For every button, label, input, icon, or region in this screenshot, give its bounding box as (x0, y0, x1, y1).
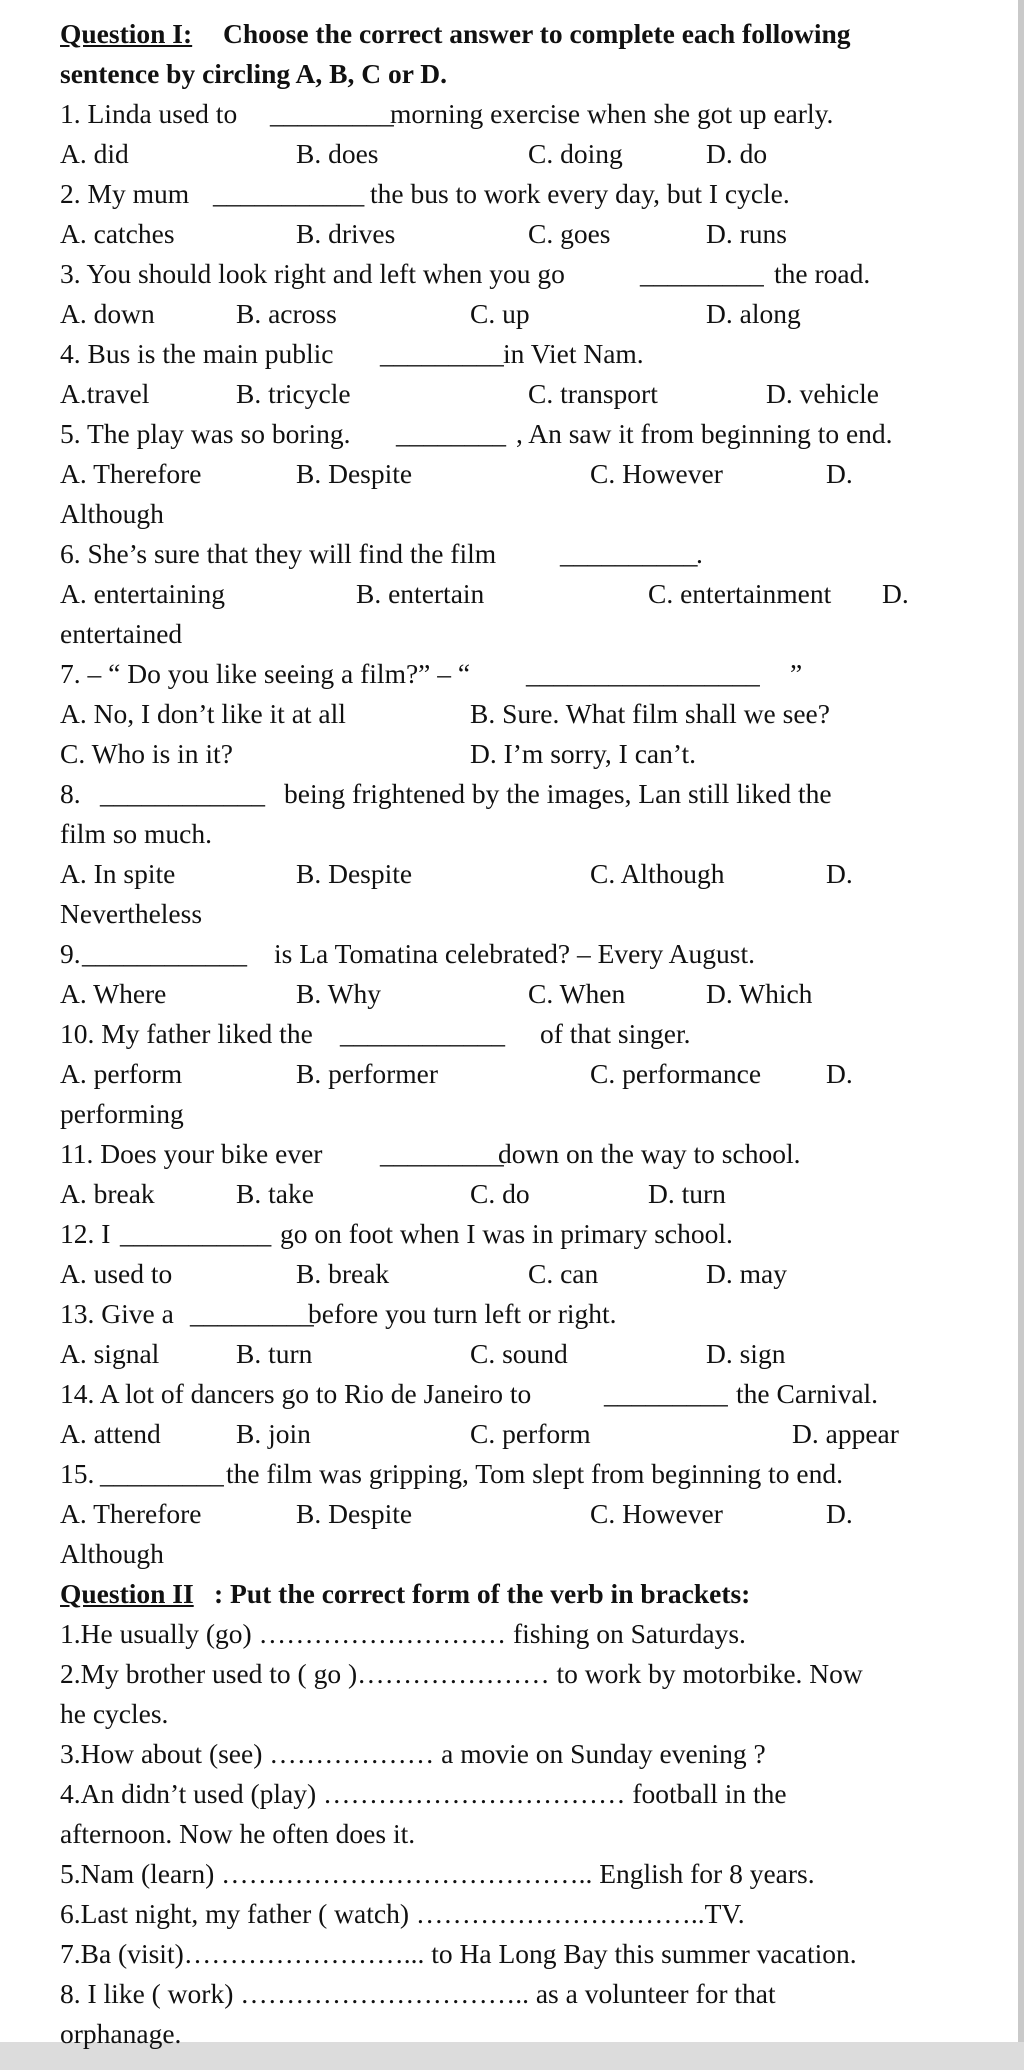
question-text: , An saw it from beginning to end. (516, 418, 893, 449)
option-c[interactable]: C. However (590, 1498, 723, 1529)
question-13 (60, 1294, 984, 1334)
option-a[interactable]: A. perform (60, 1058, 183, 1089)
option-b[interactable]: B. break (296, 1258, 390, 1289)
option-c[interactable]: C. doing (528, 138, 623, 169)
option-c[interactable]: C. However (590, 458, 723, 489)
question-7 (60, 654, 984, 694)
option-a[interactable]: A. Therefore (60, 458, 202, 489)
answer-blank[interactable]: _________ (640, 258, 764, 289)
q1-heading-line2 (60, 54, 984, 94)
verb-item-4 (60, 1774, 984, 1814)
option-b[interactable]: B. Why (296, 978, 382, 1009)
option-a[interactable]: A. did (60, 138, 129, 169)
option-c[interactable]: C. Although (590, 858, 725, 889)
answer-blank[interactable]: _________ (380, 338, 504, 369)
option-d-text[interactable]: Nevertheless (60, 898, 203, 929)
option-d[interactable]: D. along (706, 298, 801, 329)
verb-item-4-cont (60, 1814, 984, 1854)
question-15 (60, 1454, 984, 1494)
options-15 (60, 1494, 984, 1534)
option-d[interactable]: D. (826, 858, 853, 889)
question-text: 1. Linda used to (60, 98, 238, 129)
question-3 (60, 254, 984, 294)
verb-question-text: afternoon. Now he often does it. (60, 1818, 416, 1849)
option-d[interactable]: D. runs (706, 218, 787, 249)
option-d[interactable]: D. may (706, 1258, 787, 1289)
option-d-text[interactable]: Although (60, 1538, 164, 1569)
question-text: is La Tomatina celebrated? – Every August. (274, 938, 755, 969)
option-a[interactable]: A. In spite (60, 858, 176, 889)
option-b[interactable]: B. take (236, 1178, 314, 1209)
question-text: the road. (774, 258, 871, 289)
question-5 (60, 414, 984, 454)
verb-question-text: he cycles. (60, 1698, 169, 1729)
options-2 (60, 214, 984, 254)
option-a[interactable]: A. Where (60, 978, 167, 1009)
question-text: 3. You should look right and left when you go (60, 258, 565, 289)
option-d[interactable]: D. sign (706, 1338, 786, 1369)
option-d[interactable]: D. do (706, 138, 768, 169)
question-10 (60, 1014, 984, 1054)
options-9 (60, 974, 984, 1014)
answer-blank[interactable]: ____________ (82, 938, 247, 969)
verb-item-8 (60, 1974, 984, 2014)
options-12 (60, 1254, 984, 1294)
option-c[interactable]: C. can (528, 1258, 599, 1289)
option-d[interactable]: D. Which (706, 978, 813, 1009)
option-d-text[interactable]: entertained (60, 618, 183, 649)
question-text: down on the way to school. (498, 1138, 801, 1169)
question-text: the bus to work every day, but I cycle. (370, 178, 790, 209)
options-6 (60, 574, 984, 614)
option-a[interactable]: A. entertaining (60, 578, 225, 609)
option-d[interactable]: D. (826, 1058, 853, 1089)
option-c[interactable]: C. performance (590, 1058, 762, 1089)
option-a[interactable]: A. Therefore (60, 1498, 202, 1529)
verb-item-2 (60, 1654, 984, 1694)
option-c[interactable]: C. When (528, 978, 626, 1009)
verb-item-7 (60, 1934, 984, 1974)
option-c[interactable]: C. perform (470, 1418, 591, 1449)
verb-item-3 (60, 1734, 984, 1774)
q1-label: Question I: (60, 18, 193, 49)
options-15-cont (60, 1534, 984, 1574)
answer-blank[interactable]: __________ (560, 538, 698, 569)
option-d[interactable]: D. appear (792, 1418, 899, 1449)
q1-instruction: Choose the correct answer to complete each following (223, 18, 851, 49)
verb-question-text: orphanage. (60, 2018, 182, 2049)
answer-blank[interactable]: _________ (100, 1458, 224, 1489)
verb-question-text[interactable]: 8. I like ( work) ………………………….. as a volunteer for that (60, 1978, 776, 2009)
option-d[interactable]: D. I’m sorry, I can’t. (470, 738, 697, 769)
question-14 (60, 1374, 984, 1414)
question-text: 8. (60, 778, 81, 809)
question-text: 4. Bus is the main public (60, 338, 334, 369)
question-text: the Carnival. (736, 1378, 879, 1409)
question-text: 2. My mum (60, 178, 190, 209)
question-text: before you turn left or right. (308, 1298, 617, 1329)
answer-blank[interactable]: _________________ (526, 658, 760, 689)
answer-blank[interactable]: ___________ (120, 1218, 272, 1249)
options-6-cont (60, 614, 984, 654)
verb-question-text[interactable]: 2.My brother used to ( go )………………… to work by motorbike. Now (60, 1658, 863, 1689)
q1-heading (60, 14, 984, 54)
answer-blank[interactable]: ___________ (213, 178, 365, 209)
option-a[interactable]: A. No, I don’t like it at all (60, 698, 346, 729)
option-b[interactable]: B. entertain (356, 578, 485, 609)
option-c[interactable]: C. sound (470, 1338, 568, 1369)
option-b[interactable]: B. join (236, 1418, 311, 1449)
option-a[interactable]: A. down (60, 298, 155, 329)
verb-question-text[interactable]: 6.Last night, my father ( watch) …………………………..TV. (60, 1898, 745, 1929)
question-4 (60, 334, 984, 374)
q2-label: Question II (60, 1578, 194, 1609)
option-c[interactable]: C. do (470, 1178, 530, 1209)
option-a[interactable]: A. attend (60, 1418, 161, 1449)
option-b[interactable]: B. performer (296, 1058, 439, 1089)
options-7-row2 (60, 734, 984, 774)
option-a[interactable]: A. break (60, 1178, 155, 1209)
options-8 (60, 854, 984, 894)
question-text: being frightened by the images, Lan still liked the (284, 778, 832, 809)
answer-blank[interactable]: ____________ (340, 1018, 505, 1049)
answer-blank[interactable]: _________ (604, 1378, 728, 1409)
question-6 (60, 534, 984, 574)
option-b[interactable]: B. across (236, 298, 337, 329)
option-d[interactable]: D. (826, 458, 853, 489)
question-2 (60, 174, 984, 214)
question-12 (60, 1214, 984, 1254)
question-8 (60, 774, 984, 814)
option-c[interactable]: C. transport (528, 378, 658, 409)
answer-blank[interactable]: _________ (270, 98, 394, 129)
option-b[interactable]: B. drives (296, 218, 396, 249)
question-text: 9. (60, 938, 81, 969)
option-d[interactable]: D. vehicle (766, 378, 880, 409)
option-b[interactable]: B. Despite (296, 1498, 413, 1529)
verb-item-5 (60, 1854, 984, 1894)
question-text: 7. – “ Do you like seeing a film?” – “ (60, 658, 471, 689)
options-10 (60, 1054, 984, 1094)
question-text: 6. She’s sure that they will find the film (60, 538, 497, 569)
option-c[interactable]: C. entertainment (648, 578, 832, 609)
question-text: film so much. (60, 818, 213, 849)
question-text: 12. I (60, 1218, 111, 1249)
options-4 (60, 374, 984, 414)
option-d[interactable]: D. turn (648, 1178, 726, 1209)
options-13 (60, 1334, 984, 1374)
options-11 (60, 1174, 984, 1214)
option-d-text[interactable]: Although (60, 498, 164, 529)
q1-instruction-cont: sentence by circling A, B, C or D. (60, 58, 448, 89)
options-7 (60, 694, 984, 734)
option-b[interactable]: B. tricycle (236, 378, 351, 409)
question-11 (60, 1134, 984, 1174)
verb-item-2-cont (60, 1694, 984, 1734)
verb-question-text[interactable]: 4.An didn’t used (play) …………………………… football in the (60, 1778, 787, 1809)
option-d-text[interactable]: performing (60, 1098, 184, 1129)
option-c[interactable]: C. up (470, 298, 530, 329)
option-d[interactable]: D. (882, 578, 909, 609)
question-text: go on foot when I was in primary school. (280, 1218, 733, 1249)
question-text: in Viet Nam. (503, 338, 644, 369)
option-b[interactable]: B. Sure. What film shall we see? (470, 698, 830, 729)
option-b[interactable]: B. Despite (296, 858, 413, 889)
options-1 (60, 134, 984, 174)
question-text: 10. My father liked the (60, 1018, 313, 1049)
question-text: 14. A lot of dancers go to Rio de Janeiro to (60, 1378, 532, 1409)
option-a[interactable]: A.travel (60, 378, 150, 409)
option-a[interactable]: A. catches (60, 218, 175, 249)
option-b[interactable]: B. does (296, 138, 379, 169)
options-10-cont (60, 1094, 984, 1134)
question-9 (60, 934, 984, 974)
option-b[interactable]: B. turn (236, 1338, 313, 1369)
question-text: 15. (60, 1458, 95, 1489)
option-a[interactable]: A. used to (60, 1258, 173, 1289)
option-c[interactable]: C. goes (528, 218, 611, 249)
answer-blank[interactable]: _________ (380, 1138, 504, 1169)
option-a[interactable]: A. signal (60, 1338, 160, 1369)
options-14 (60, 1414, 984, 1454)
page-edge (1018, 0, 1024, 2070)
verb-item-8-cont (60, 2014, 984, 2054)
q2-instruction: : Put the correct form of the verb in brackets: (214, 1578, 751, 1609)
question-text: 11. Does your bike ever (60, 1138, 323, 1169)
question-text: ” (790, 658, 803, 689)
answer-blank[interactable]: ________ (396, 418, 506, 449)
options-5-cont (60, 494, 984, 534)
options-5 (60, 454, 984, 494)
verb-item-6 (60, 1894, 984, 1934)
answer-blank[interactable]: ____________ (100, 778, 265, 809)
verb-question-text[interactable]: 3.How about (see) ……………… a movie on Sunday evening ? (60, 1738, 766, 1769)
question-1 (60, 94, 984, 134)
verb-question-text[interactable]: 7.Ba (visit)……………………... to Ha Long Bay this summer vacation. (60, 1938, 857, 1969)
question-text: morning exercise when she got up early. (390, 98, 834, 129)
option-c[interactable]: C. Who is in it? (60, 738, 233, 769)
option-b[interactable]: B. Despite (296, 458, 413, 489)
options-3 (60, 294, 984, 334)
q2-heading (60, 1574, 984, 1614)
verb-item-1 (60, 1614, 984, 1654)
question-text: 13. Give a (60, 1298, 174, 1329)
option-d[interactable]: D. (826, 1498, 853, 1529)
answer-blank[interactable]: _________ (190, 1298, 314, 1329)
verb-question-text[interactable]: 1.He usually (go) ……………………… fishing on Saturdays. (60, 1618, 746, 1649)
question-text: the film was gripping, Tom slept from beginning to end. (226, 1458, 844, 1489)
question-text: . (696, 538, 703, 569)
question-text: of that singer. (540, 1018, 691, 1049)
question-8-cont (60, 814, 984, 854)
verb-question-text[interactable]: 5.Nam (learn) ………………………………….. English for 8 years. (60, 1858, 815, 1889)
options-8-cont (60, 894, 984, 934)
question-text: 5. The play was so boring. (60, 418, 351, 449)
